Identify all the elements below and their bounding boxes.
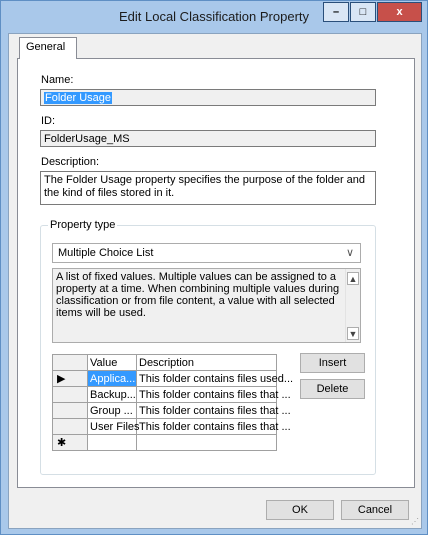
help-scrollbar[interactable]	[345, 269, 360, 342]
resize-grip-icon[interactable]: ⋰	[411, 517, 419, 526]
help-text: A list of fixed values. Multiple values can be assigned to a property at a time. When combining multiple values during classification or from file content, a value with all selected items will be used.	[56, 271, 340, 319]
table-row[interactable]	[53, 403, 277, 419]
id-label: ID:	[41, 115, 56, 127]
maximize-button[interactable]	[350, 2, 376, 22]
property-type-group-label: Property type	[50, 219, 116, 231]
table-row[interactable]	[53, 387, 277, 403]
row-header[interactable]	[53, 419, 88, 435]
tab-general[interactable]: General	[19, 37, 77, 59]
maximize-icon: □	[359, 6, 367, 18]
value-cell[interactable]: User Files	[88, 419, 137, 435]
property-type-select[interactable]	[52, 243, 361, 263]
table-header-row	[53, 355, 277, 371]
new-row-icon[interactable]: ✱	[53, 435, 88, 451]
title-bar[interactable]	[1, 1, 427, 33]
row-header[interactable]	[53, 387, 88, 403]
description-cell[interactable]: This folder contains files that ...	[137, 419, 277, 435]
close-button[interactable]	[377, 2, 422, 22]
corner-header-cell	[53, 355, 88, 371]
minimize-button[interactable]	[323, 2, 349, 22]
property-type-help-text	[52, 268, 361, 343]
window-title: Edit Local Classification Property	[118, 9, 310, 24]
name-value: Folder Usage	[45, 92, 112, 104]
row-header[interactable]	[53, 403, 88, 419]
table-row[interactable]	[53, 371, 277, 387]
description-label: Description:	[41, 156, 100, 168]
new-description-cell[interactable]	[137, 435, 277, 451]
description-field[interactable]: The Folder Usage property specifies the purpose of the folder and the kind of files stored in it.	[40, 171, 376, 205]
chevron-down-icon: ∨	[345, 247, 354, 259]
description-cell[interactable]: This folder contains files used...	[137, 371, 277, 387]
value-cell[interactable]: Backup...	[88, 387, 137, 403]
minimize-icon: –	[332, 6, 340, 18]
table-row[interactable]	[53, 419, 277, 435]
cancel-button[interactable]: Cancel	[341, 500, 409, 520]
scroll-down-icon[interactable]: ▼	[348, 329, 358, 339]
scroll-up-icon[interactable]: ▲	[348, 274, 358, 284]
description-cell[interactable]: This folder contains files that ...	[137, 387, 277, 403]
value-cell[interactable]: Applica...	[88, 371, 137, 387]
id-field[interactable]: FolderUsage_MS	[40, 130, 376, 147]
value-cell[interactable]: Group ...	[88, 403, 137, 419]
new-row[interactable]	[53, 435, 277, 451]
close-icon: x	[396, 6, 403, 18]
new-value-cell[interactable]	[88, 435, 137, 451]
values-table[interactable]	[52, 354, 294, 451]
column-header-description[interactable]: Description	[137, 355, 277, 371]
column-header-value[interactable]: Value	[88, 355, 137, 371]
description-cell[interactable]: This folder contains files that ...	[137, 403, 277, 419]
delete-button[interactable]: Delete	[300, 379, 365, 399]
property-type-selected: Multiple Choice List	[58, 247, 154, 259]
ok-button[interactable]: OK	[266, 500, 334, 520]
general-tab-panel	[17, 58, 415, 488]
row-selector-icon[interactable]: ▶	[53, 371, 88, 387]
name-field[interactable]	[40, 89, 376, 106]
insert-button[interactable]: Insert	[300, 353, 365, 373]
dialog-body	[8, 33, 422, 529]
name-label: Name:	[41, 74, 74, 86]
